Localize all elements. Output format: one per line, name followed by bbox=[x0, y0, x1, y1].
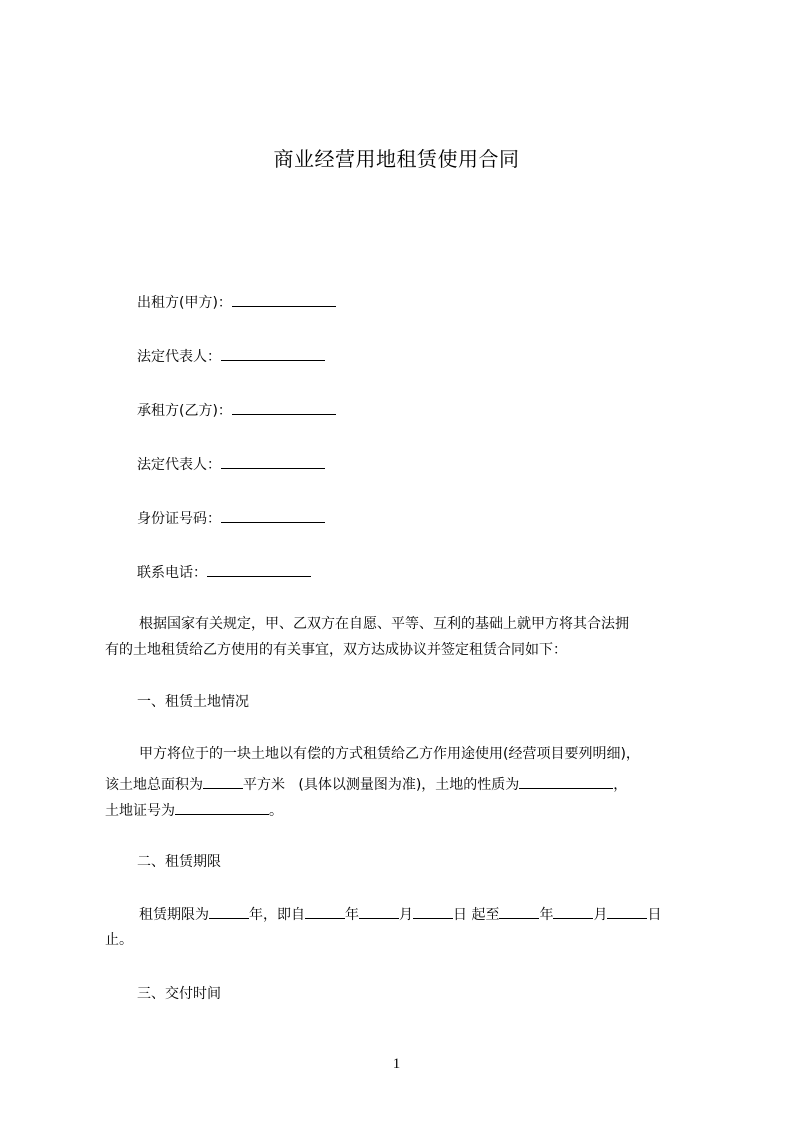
lessee-blank[interactable] bbox=[232, 400, 336, 415]
id-number-line bbox=[137, 508, 325, 529]
section1-line-3 bbox=[105, 800, 283, 821]
intro-line-1: 根据国家有关规定，甲、乙双方在自愿、平等、互利的基础上就甲方将其合法拥 bbox=[139, 616, 629, 632]
land-nature-blank[interactable] bbox=[519, 774, 613, 789]
lessor-blank[interactable] bbox=[232, 292, 336, 307]
start-year-blank[interactable] bbox=[305, 904, 345, 919]
term-years-blank[interactable] bbox=[209, 904, 249, 919]
term-label: 租赁期限为 bbox=[139, 907, 209, 923]
lessee-rep-label: 法定代表人： bbox=[137, 457, 221, 473]
lessee-rep-line bbox=[137, 454, 325, 475]
id-number-blank[interactable] bbox=[221, 508, 325, 523]
section3-heading: 三、交付时间 bbox=[137, 986, 221, 1002]
lessor-label: 出租方(甲方)： bbox=[137, 295, 232, 311]
end-day-blank[interactable] bbox=[607, 904, 647, 919]
end-month-label: 月 bbox=[593, 907, 608, 923]
lessor-rep-line bbox=[137, 346, 325, 367]
section2-line-1 bbox=[139, 904, 661, 925]
until-label: 日 起至 bbox=[453, 907, 500, 923]
area-blank[interactable] bbox=[203, 774, 243, 789]
lessee-label: 承租方(乙方)： bbox=[137, 403, 232, 419]
area-label: 该土地总面积为 bbox=[105, 777, 203, 793]
phone-blank[interactable] bbox=[207, 562, 311, 577]
start-day-blank[interactable] bbox=[413, 904, 453, 919]
comma: ， bbox=[613, 777, 628, 793]
end-year-label: 年 bbox=[539, 907, 554, 923]
land-cert-blank[interactable] bbox=[175, 800, 269, 815]
end-month-blank[interactable] bbox=[553, 904, 593, 919]
land-nature-label: (具体以测量图为准)，土地的性质为 bbox=[298, 777, 520, 793]
id-number-label: 身份证号码： bbox=[137, 511, 221, 527]
section1-heading: 一、租赁土地情况 bbox=[137, 694, 249, 710]
section2-line-2: 止。 bbox=[105, 932, 133, 948]
start-year-label: 年 bbox=[345, 907, 359, 923]
area-unit: 平方米 bbox=[243, 777, 285, 793]
period: 。 bbox=[269, 803, 283, 819]
from-label: 年，即自 bbox=[249, 907, 305, 923]
end-year-blank[interactable] bbox=[499, 904, 539, 919]
phone-label: 联系电话： bbox=[137, 565, 207, 581]
document-title: 商业经营用地租赁使用合同 bbox=[273, 147, 520, 171]
end-day-label: 日 bbox=[647, 907, 662, 923]
section2-heading: 二、租赁期限 bbox=[137, 854, 221, 870]
start-month-blank[interactable] bbox=[359, 904, 399, 919]
section1-line-2 bbox=[105, 774, 627, 795]
lessee-line bbox=[137, 400, 336, 421]
lessor-rep-label: 法定代表人： bbox=[137, 349, 221, 365]
land-cert-label: 土地证号为 bbox=[105, 803, 175, 819]
intro-line-2: 有的土地租赁给乙方使用的有关事宜，双方达成协议并签定租赁合同如下： bbox=[105, 642, 567, 658]
page-number: 1 bbox=[392, 1056, 401, 1072]
lessor-line bbox=[137, 292, 336, 313]
lessor-rep-blank[interactable] bbox=[221, 346, 325, 361]
phone-line bbox=[137, 562, 311, 583]
start-month-label: 月 bbox=[399, 907, 413, 923]
section1-line-1: 甲方将位于的一块土地以有偿的方式租赁给乙方作用途使用(经营项目要列明细)， bbox=[139, 746, 640, 762]
lessee-rep-blank[interactable] bbox=[221, 454, 325, 469]
